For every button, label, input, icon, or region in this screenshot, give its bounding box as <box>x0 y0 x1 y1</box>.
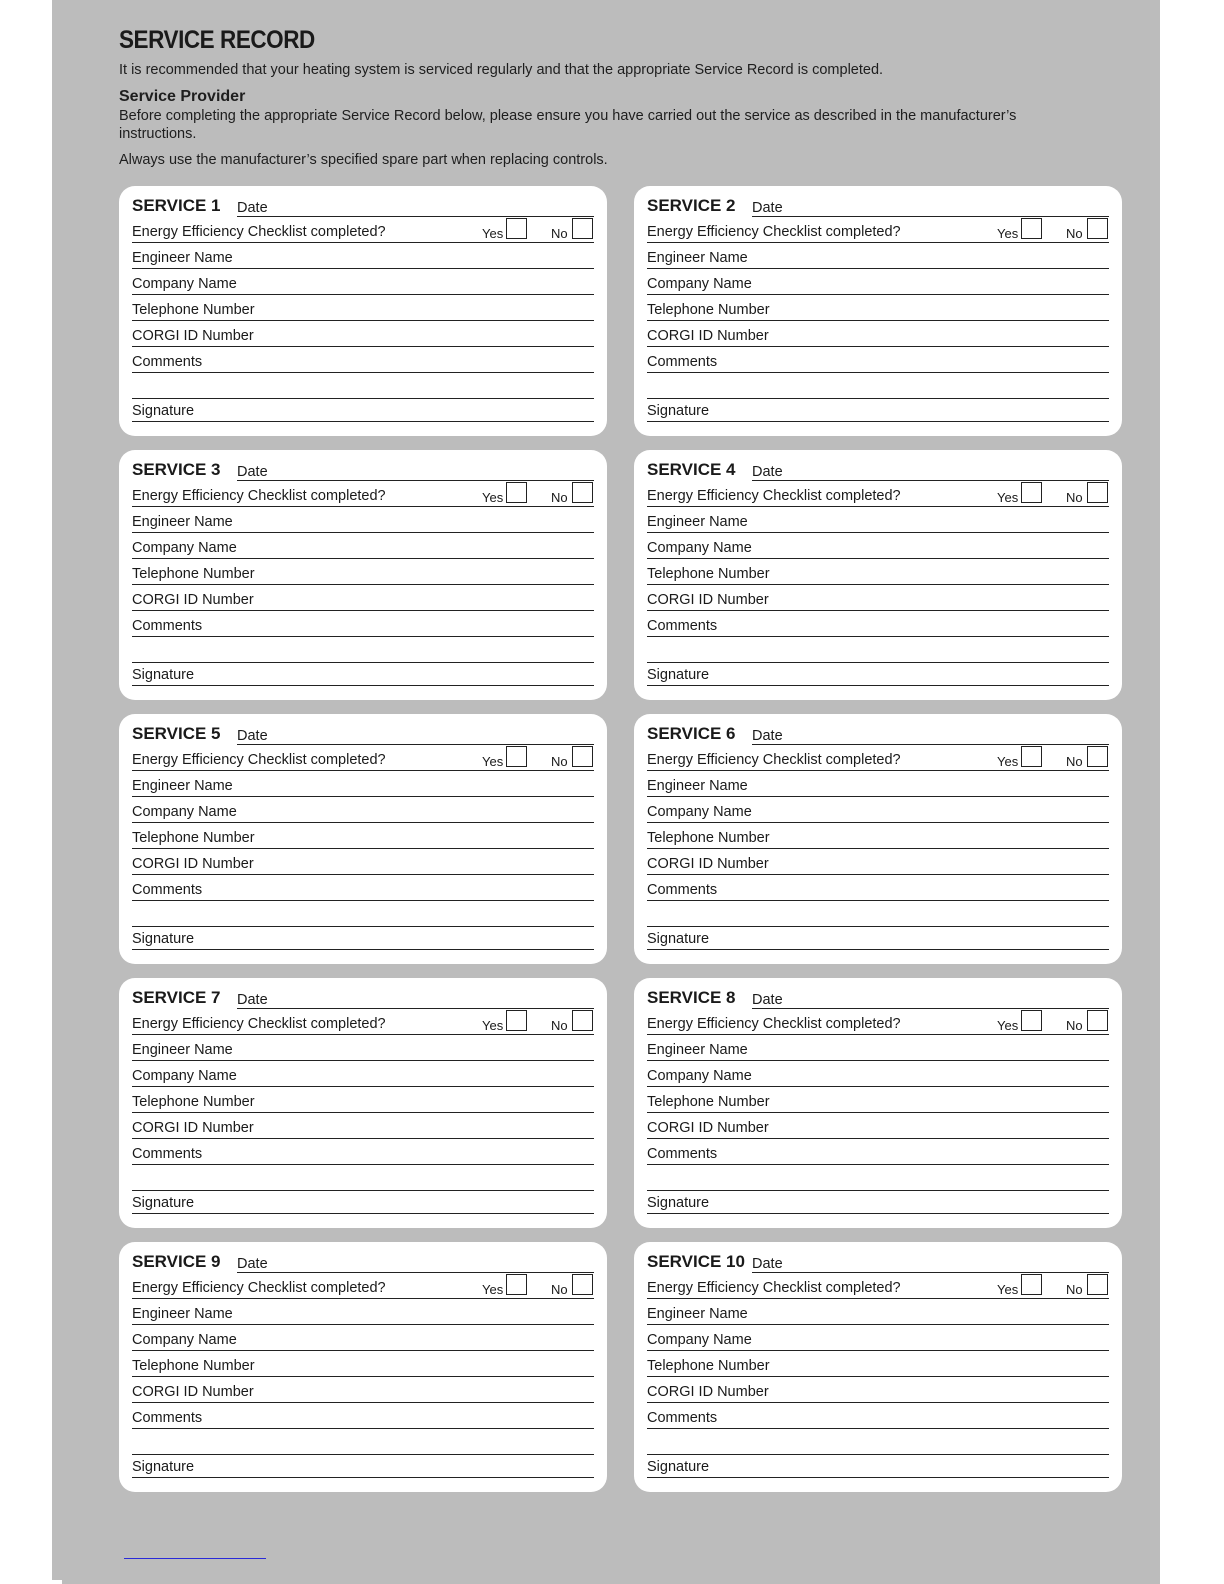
corgi-id-label: CORGI ID Number <box>132 1384 254 1400</box>
comments-label: Comments <box>647 882 718 898</box>
service-header-row <box>132 988 594 1008</box>
company-name-field[interactable] <box>647 1330 1109 1351</box>
service-title: SERVICE 6 <box>647 724 736 743</box>
engineer-name-label: Engineer Name <box>647 514 748 530</box>
corgi-id-label: CORGI ID Number <box>132 592 254 608</box>
signature-label: Signature <box>132 667 195 683</box>
corgi-id-label: CORGI ID Number <box>647 328 769 344</box>
no-label: No <box>1066 1018 1083 1033</box>
corgi-id-field[interactable] <box>132 854 594 875</box>
comments-label: Comments <box>132 1410 203 1426</box>
corgi-id-label: CORGI ID Number <box>647 856 769 872</box>
engineer-name-field[interactable] <box>647 248 1109 269</box>
signature-label: Signature <box>647 667 710 683</box>
yes-label: Yes <box>482 1282 504 1297</box>
yes-label: Yes <box>482 490 504 505</box>
date-label: Date <box>752 1256 783 1272</box>
date-field[interactable] <box>752 480 1109 481</box>
service-title: SERVICE 5 <box>132 724 221 743</box>
company-name-label: Company Name <box>132 540 237 556</box>
company-name-field[interactable] <box>132 538 594 559</box>
yes-label: Yes <box>482 754 504 769</box>
corgi-id-field[interactable] <box>132 590 594 611</box>
checklist-row <box>647 486 1109 507</box>
no-label: No <box>551 490 568 505</box>
service-record-card-7 <box>119 978 607 1228</box>
comments-field[interactable] <box>132 880 594 901</box>
no-checkbox[interactable] <box>1087 1274 1108 1295</box>
company-name-field[interactable] <box>132 1330 594 1351</box>
corgi-id-field[interactable] <box>647 326 1109 347</box>
service-title: SERVICE 10 <box>647 1252 745 1271</box>
date-field[interactable] <box>237 1008 594 1009</box>
footer-link-underline <box>124 1558 266 1559</box>
signature-label: Signature <box>647 1195 710 1211</box>
corgi-id-label: CORGI ID Number <box>647 1384 769 1400</box>
engineer-name-label: Engineer Name <box>647 1042 748 1058</box>
engineer-name-field[interactable] <box>132 1304 594 1325</box>
corgi-id-field[interactable] <box>132 1382 594 1403</box>
yes-checkbox[interactable] <box>506 482 527 503</box>
comments-extra-line[interactable] <box>647 1170 1109 1191</box>
yes-label: Yes <box>997 1018 1019 1033</box>
comments-extra-line[interactable] <box>647 1434 1109 1455</box>
telephone-number-label: Telephone Number <box>132 1094 255 1110</box>
yes-checkbox[interactable] <box>1021 482 1042 503</box>
engineer-name-label: Engineer Name <box>647 250 748 266</box>
telephone-number-label: Telephone Number <box>647 302 770 318</box>
date-label: Date <box>237 1256 268 1272</box>
service-record-card-3 <box>119 450 607 700</box>
comments-label: Comments <box>132 1146 203 1162</box>
signature-field[interactable] <box>132 1193 594 1214</box>
signature-label: Signature <box>132 931 195 947</box>
no-label: No <box>551 1282 568 1297</box>
comments-extra-line[interactable] <box>132 906 594 927</box>
comments-field[interactable] <box>647 616 1109 637</box>
corgi-id-label: CORGI ID Number <box>132 328 254 344</box>
no-checkbox[interactable] <box>572 1010 593 1031</box>
service-record-card-6 <box>634 714 1122 964</box>
date-field[interactable] <box>752 1272 1109 1273</box>
company-name-field[interactable] <box>647 1066 1109 1087</box>
no-label: No <box>551 1018 568 1033</box>
service-title: SERVICE 9 <box>132 1252 221 1271</box>
checklist-label: Energy Efficiency Checklist completed? <box>132 1280 386 1296</box>
no-checkbox[interactable] <box>572 746 593 767</box>
signature-label: Signature <box>647 403 710 419</box>
corgi-id-label: CORGI ID Number <box>132 856 254 872</box>
yes-checkbox[interactable] <box>506 1010 527 1031</box>
yes-checkbox[interactable] <box>506 218 527 239</box>
corgi-id-field[interactable] <box>647 854 1109 875</box>
company-name-label: Company Name <box>132 276 237 292</box>
comments-field[interactable] <box>132 1408 594 1429</box>
telephone-number-label: Telephone Number <box>647 830 770 846</box>
service-title: SERVICE 3 <box>132 460 221 479</box>
signature-field[interactable] <box>647 401 1109 422</box>
comments-extra-line[interactable] <box>647 378 1109 399</box>
comments-field[interactable] <box>132 1144 594 1165</box>
telephone-number-label: Telephone Number <box>647 1094 770 1110</box>
checklist-row <box>647 222 1109 243</box>
service-header-row <box>647 1252 1109 1272</box>
checklist-row <box>132 1014 594 1035</box>
signature-label: Signature <box>132 403 195 419</box>
comments-label: Comments <box>132 882 203 898</box>
engineer-name-label: Engineer Name <box>132 514 233 530</box>
company-name-field[interactable] <box>647 274 1109 295</box>
comments-extra-line[interactable] <box>132 1170 594 1191</box>
company-name-label: Company Name <box>132 1068 237 1084</box>
yes-checkbox[interactable] <box>506 746 527 767</box>
checklist-label: Energy Efficiency Checklist completed? <box>132 752 386 768</box>
comments-field[interactable] <box>132 352 594 373</box>
telephone-number-field[interactable] <box>647 1092 1109 1113</box>
no-label: No <box>1066 1282 1083 1297</box>
date-label: Date <box>752 728 783 744</box>
no-checkbox[interactable] <box>1087 746 1108 767</box>
corgi-id-label: CORGI ID Number <box>647 592 769 608</box>
service-header-row <box>132 724 594 744</box>
comments-label: Comments <box>132 618 203 634</box>
checklist-row <box>647 1014 1109 1035</box>
checklist-label: Energy Efficiency Checklist completed? <box>647 1280 901 1296</box>
engineer-name-label: Engineer Name <box>647 778 748 794</box>
no-checkbox[interactable] <box>1087 218 1108 239</box>
checklist-row <box>132 750 594 771</box>
no-label: No <box>1066 490 1083 505</box>
date-label: Date <box>752 992 783 1008</box>
date-field[interactable] <box>237 744 594 745</box>
checklist-row <box>647 1278 1109 1299</box>
comments-label: Comments <box>647 1146 718 1162</box>
date-label: Date <box>237 728 268 744</box>
intro-text: It is recommended that your heating system is serviced regularly and that the appropriate Service Record is completed. <box>119 62 884 78</box>
signature-field[interactable] <box>647 1193 1109 1214</box>
engineer-name-field[interactable] <box>132 512 594 533</box>
comments-label: Comments <box>647 354 718 370</box>
signature-label: Signature <box>647 1459 710 1475</box>
corgi-id-label: CORGI ID Number <box>132 1120 254 1136</box>
date-label: Date <box>237 200 268 216</box>
company-name-label: Company Name <box>647 1332 752 1348</box>
no-checkbox[interactable] <box>572 218 593 239</box>
engineer-name-label: Engineer Name <box>132 1306 233 1322</box>
checklist-label: Energy Efficiency Checklist completed? <box>647 752 901 768</box>
engineer-name-field[interactable] <box>132 248 594 269</box>
comments-label: Comments <box>132 354 203 370</box>
corgi-id-field[interactable] <box>647 1118 1109 1139</box>
signature-label: Signature <box>647 931 710 947</box>
company-name-label: Company Name <box>132 804 237 820</box>
comments-field[interactable] <box>132 616 594 637</box>
yes-checkbox[interactable] <box>506 1274 527 1295</box>
yes-label: Yes <box>997 754 1019 769</box>
telephone-number-label: Telephone Number <box>132 1358 255 1374</box>
signature-field[interactable] <box>647 1457 1109 1478</box>
engineer-name-field[interactable] <box>647 1040 1109 1061</box>
no-label: No <box>551 226 568 241</box>
engineer-name-field[interactable] <box>132 1040 594 1061</box>
engineer-name-field[interactable] <box>647 1304 1109 1325</box>
signature-field[interactable] <box>132 1457 594 1478</box>
corgi-id-label: CORGI ID Number <box>647 1120 769 1136</box>
spare-part-note: Always use the manufacturer’s specified spare part when replacing controls. <box>119 152 608 168</box>
service-title: SERVICE 7 <box>132 988 221 1007</box>
telephone-number-label: Telephone Number <box>647 566 770 582</box>
comments-field[interactable] <box>647 1408 1109 1429</box>
telephone-number-field[interactable] <box>132 300 594 321</box>
telephone-number-label: Telephone Number <box>132 302 255 318</box>
engineer-name-field[interactable] <box>647 776 1109 797</box>
checklist-row <box>132 486 594 507</box>
date-label: Date <box>237 992 268 1008</box>
service-header-row <box>647 724 1109 744</box>
company-name-field[interactable] <box>132 802 594 823</box>
date-field[interactable] <box>237 480 594 481</box>
company-name-field[interactable] <box>132 1066 594 1087</box>
service-record-card-8 <box>634 978 1122 1228</box>
yes-label: Yes <box>997 1282 1019 1297</box>
telephone-number-label: Telephone Number <box>132 566 255 582</box>
service-header-row <box>647 988 1109 1008</box>
signature-field[interactable] <box>647 929 1109 950</box>
date-field[interactable] <box>237 216 594 217</box>
telephone-number-field[interactable] <box>647 300 1109 321</box>
engineer-name-label: Engineer Name <box>132 250 233 266</box>
comments-extra-line[interactable] <box>132 378 594 399</box>
corgi-id-field[interactable] <box>132 326 594 347</box>
corgi-id-field[interactable] <box>647 1382 1109 1403</box>
checklist-label: Energy Efficiency Checklist completed? <box>132 224 386 240</box>
service-title: SERVICE 4 <box>647 460 736 479</box>
service-record-card-5 <box>119 714 607 964</box>
checklist-label: Energy Efficiency Checklist completed? <box>647 488 901 504</box>
company-name-field[interactable] <box>132 274 594 295</box>
company-name-field[interactable] <box>647 538 1109 559</box>
yes-checkbox[interactable] <box>1021 1010 1042 1031</box>
no-checkbox[interactable] <box>1087 1010 1108 1031</box>
yes-label: Yes <box>997 226 1019 241</box>
checklist-label: Energy Efficiency Checklist completed? <box>132 1016 386 1032</box>
service-title: SERVICE 2 <box>647 196 736 215</box>
yes-label: Yes <box>997 490 1019 505</box>
date-field[interactable] <box>752 744 1109 745</box>
date-label: Date <box>237 464 268 480</box>
company-name-label: Company Name <box>647 276 752 292</box>
no-checkbox[interactable] <box>572 482 593 503</box>
no-label: No <box>1066 226 1083 241</box>
signature-field[interactable] <box>647 665 1109 686</box>
comments-extra-line[interactable] <box>132 642 594 663</box>
engineer-name-label: Engineer Name <box>132 1042 233 1058</box>
telephone-number-field[interactable] <box>647 1356 1109 1377</box>
comments-field[interactable] <box>647 352 1109 373</box>
date-field[interactable] <box>237 1272 594 1273</box>
service-title: SERVICE 8 <box>647 988 736 1007</box>
checklist-row <box>132 1278 594 1299</box>
service-provider-heading: Service Provider <box>119 88 246 105</box>
comments-label: Comments <box>647 1410 718 1426</box>
telephone-number-field[interactable] <box>132 1092 594 1113</box>
signature-field[interactable] <box>132 665 594 686</box>
telephone-number-field[interactable] <box>132 828 594 849</box>
yes-checkbox[interactable] <box>1021 1274 1042 1295</box>
signature-field[interactable] <box>132 929 594 950</box>
company-name-label: Company Name <box>647 1068 752 1084</box>
corgi-id-field[interactable] <box>132 1118 594 1139</box>
no-checkbox[interactable] <box>1087 482 1108 503</box>
engineer-name-field[interactable] <box>647 512 1109 533</box>
checklist-row <box>132 222 594 243</box>
signature-label: Signature <box>132 1195 195 1211</box>
yes-checkbox[interactable] <box>1021 218 1042 239</box>
date-field[interactable] <box>752 216 1109 217</box>
service-header-row <box>132 460 594 480</box>
telephone-number-field[interactable] <box>132 564 594 585</box>
comments-extra-line[interactable] <box>132 1434 594 1455</box>
service-record-card-1 <box>119 186 607 436</box>
service-record-card-4 <box>634 450 1122 700</box>
company-name-label: Company Name <box>647 540 752 556</box>
service-header-row <box>132 196 594 216</box>
signature-label: Signature <box>132 1459 195 1475</box>
service-header-row <box>132 1252 594 1272</box>
comments-field[interactable] <box>647 880 1109 901</box>
telephone-number-field[interactable] <box>647 828 1109 849</box>
no-label: No <box>551 754 568 769</box>
comments-label: Comments <box>647 618 718 634</box>
checklist-label: Energy Efficiency Checklist completed? <box>132 488 386 504</box>
engineer-name-label: Engineer Name <box>132 778 233 794</box>
date-field[interactable] <box>752 1008 1109 1009</box>
signature-field[interactable] <box>132 401 594 422</box>
no-checkbox[interactable] <box>572 1274 593 1295</box>
engineer-name-label: Engineer Name <box>647 1306 748 1322</box>
checklist-label: Energy Efficiency Checklist completed? <box>647 1016 901 1032</box>
comments-extra-line[interactable] <box>647 906 1109 927</box>
service-header-row <box>647 196 1109 216</box>
comments-extra-line[interactable] <box>647 642 1109 663</box>
checklist-row <box>647 750 1109 771</box>
page-edge <box>52 1580 62 1584</box>
date-label: Date <box>752 200 783 216</box>
date-label: Date <box>752 464 783 480</box>
page-title: SERVICE RECORD <box>119 26 315 54</box>
yes-label: Yes <box>482 226 504 241</box>
service-record-card-2 <box>634 186 1122 436</box>
company-name-label: Company Name <box>647 804 752 820</box>
service-record-card-10 <box>634 1242 1122 1492</box>
company-name-label: Company Name <box>132 1332 237 1348</box>
comments-field[interactable] <box>647 1144 1109 1165</box>
service-header-row <box>647 460 1109 480</box>
yes-checkbox[interactable] <box>1021 746 1042 767</box>
checklist-label: Energy Efficiency Checklist completed? <box>647 224 901 240</box>
telephone-number-field[interactable] <box>132 1356 594 1377</box>
company-name-field[interactable] <box>647 802 1109 823</box>
no-label: No <box>1066 754 1083 769</box>
service-provider-text: Before completing the appropriate Service Record below, please ensure you have carried out the service as described in the manufacturer’s instructions. <box>119 108 1017 142</box>
service-title: SERVICE 1 <box>132 196 221 215</box>
service-record-card-9 <box>119 1242 607 1492</box>
telephone-number-field[interactable] <box>647 564 1109 585</box>
telephone-number-label: Telephone Number <box>647 1358 770 1374</box>
corgi-id-field[interactable] <box>647 590 1109 611</box>
yes-label: Yes <box>482 1018 504 1033</box>
telephone-number-label: Telephone Number <box>132 830 255 846</box>
engineer-name-field[interactable] <box>132 776 594 797</box>
